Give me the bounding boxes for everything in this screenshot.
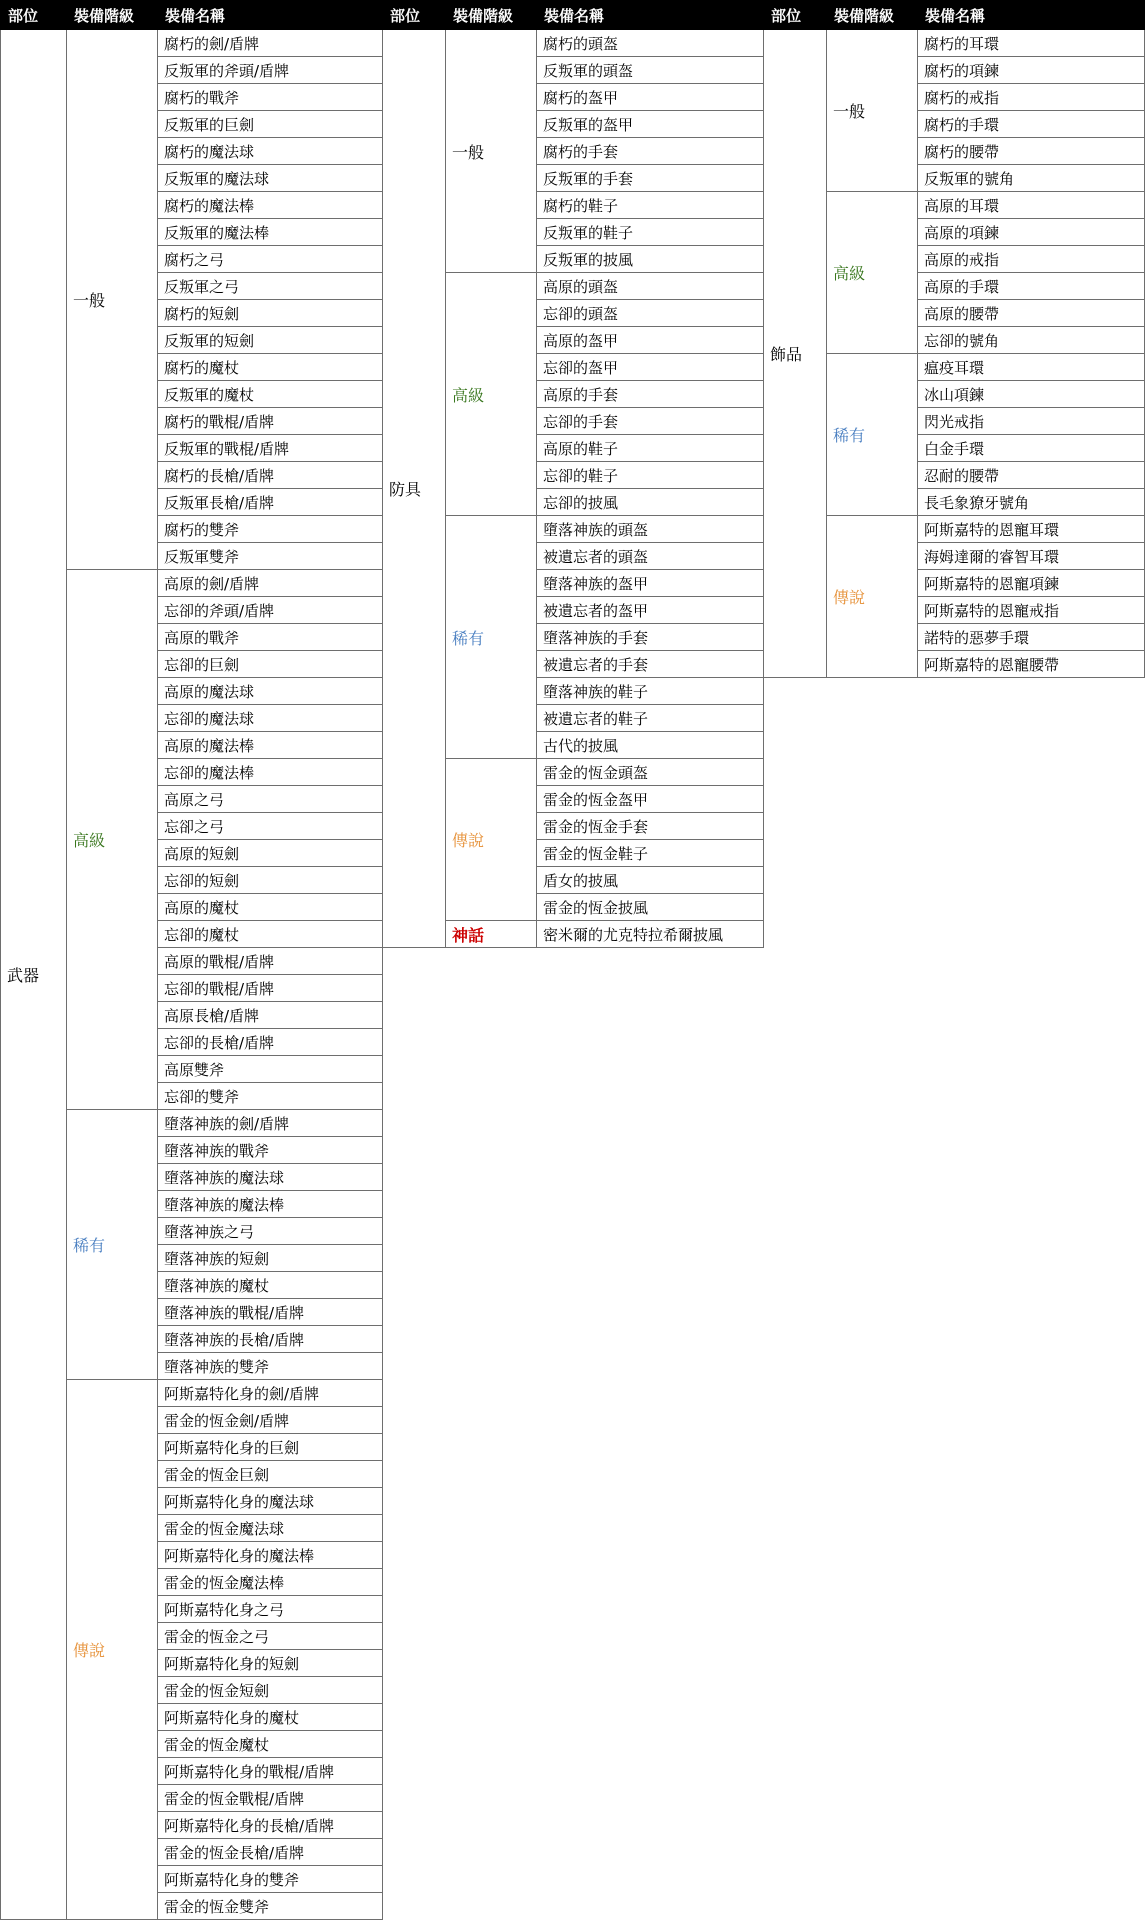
item-name-cell: 盾女的披風 bbox=[537, 867, 764, 894]
item-name-cell: 反叛軍的戰棍/盾牌 bbox=[158, 435, 383, 462]
header-name: 裝備名稱 bbox=[537, 1, 764, 30]
item-name-cell: 反叛軍的鞋子 bbox=[537, 219, 764, 246]
item-name-cell: 阿斯嘉特的恩寵腰帶 bbox=[918, 651, 1145, 678]
item-name-cell: 阿斯嘉特化身的巨劍 bbox=[158, 1434, 383, 1461]
item-name-cell: 反叛軍的號角 bbox=[918, 165, 1145, 192]
part-cell: 武器 bbox=[1, 30, 67, 1920]
item-name-cell: 腐朽的手環 bbox=[918, 111, 1145, 138]
item-name-cell: 反叛軍的斧頭/盾牌 bbox=[158, 57, 383, 84]
item-name-cell: 反叛軍的魔法棒 bbox=[158, 219, 383, 246]
item-name-cell: 雷金的恆金頭盔 bbox=[537, 759, 764, 786]
tier-cell: 一般 bbox=[827, 30, 918, 192]
item-name-cell: 高原的劍/盾牌 bbox=[158, 570, 383, 597]
item-name-cell: 反叛軍之弓 bbox=[158, 273, 383, 300]
item-name-cell: 墮落神族的戰斧 bbox=[158, 1137, 383, 1164]
item-name-cell: 腐朽的雙斧 bbox=[158, 516, 383, 543]
item-name-cell: 墮落神族的魔法球 bbox=[158, 1164, 383, 1191]
item-name-cell: 反叛軍的魔法球 bbox=[158, 165, 383, 192]
item-name-cell: 阿斯嘉特化身的魔杖 bbox=[158, 1704, 383, 1731]
item-name-cell: 忘卻的巨劍 bbox=[158, 651, 383, 678]
part-cell: 防具 bbox=[383, 30, 446, 948]
item-name-cell: 雷金的恆金戰棍/盾牌 bbox=[158, 1785, 383, 1812]
header-name: 裝備名稱 bbox=[158, 1, 383, 30]
tier-cell: 高級 bbox=[67, 570, 158, 1110]
table-body bbox=[764, 30, 1145, 678]
item-name-cell: 反叛軍長槍/盾牌 bbox=[158, 489, 383, 516]
item-name-cell: 腐朽的長槍/盾牌 bbox=[158, 462, 383, 489]
item-name-cell: 墮落神族的雙斧 bbox=[158, 1353, 383, 1380]
table-body bbox=[1, 30, 383, 1920]
item-name-cell: 腐朽的戒指 bbox=[918, 84, 1145, 111]
tier-cell: 傳說 bbox=[827, 516, 918, 678]
item-name-cell: 阿斯嘉特化身之弓 bbox=[158, 1596, 383, 1623]
item-name-cell: 忍耐的腰帶 bbox=[918, 462, 1145, 489]
header-name: 裝備名稱 bbox=[918, 1, 1145, 30]
item-name-cell: 忘卻的雙斧 bbox=[158, 1083, 383, 1110]
item-name-cell: 反叛軍的手套 bbox=[537, 165, 764, 192]
header-row bbox=[1, 1, 383, 30]
item-name-cell: 高原的戒指 bbox=[918, 246, 1145, 273]
item-name-cell: 墮落神族的盔甲 bbox=[537, 570, 764, 597]
item-name-cell: 瘟疫耳環 bbox=[918, 354, 1145, 381]
item-name-cell: 海姆達爾的睿智耳環 bbox=[918, 543, 1145, 570]
item-name-cell: 阿斯嘉特化身的魔法棒 bbox=[158, 1542, 383, 1569]
tier-cell: 一般 bbox=[67, 30, 158, 570]
item-name-cell: 腐朽的鞋子 bbox=[537, 192, 764, 219]
item-name-cell: 忘卻的魔法球 bbox=[158, 705, 383, 732]
item-name-cell: 雷金的恆金魔杖 bbox=[158, 1731, 383, 1758]
item-name-cell: 腐朽之弓 bbox=[158, 246, 383, 273]
item-name-cell: 阿斯嘉特化身的雙斧 bbox=[158, 1866, 383, 1893]
item-name-cell: 被遺忘者的鞋子 bbox=[537, 705, 764, 732]
item-name-cell: 閃光戒指 bbox=[918, 408, 1145, 435]
item-name-cell: 被遺忘者的手套 bbox=[537, 651, 764, 678]
item-name-cell: 墮落神族的魔杖 bbox=[158, 1272, 383, 1299]
item-name-cell: 忘卻的斧頭/盾牌 bbox=[158, 597, 383, 624]
item-name-cell: 雷金的恆金魔法棒 bbox=[158, 1569, 383, 1596]
header-tier: 裝備階級 bbox=[446, 1, 537, 30]
item-name-cell: 被遺忘者的頭盔 bbox=[537, 543, 764, 570]
item-name-cell: 墮落神族的劍/盾牌 bbox=[158, 1110, 383, 1137]
item-name-cell: 忘卻的號角 bbox=[918, 327, 1145, 354]
item-name-cell: 阿斯嘉特的恩寵項鍊 bbox=[918, 570, 1145, 597]
item-name-cell: 阿斯嘉特化身的短劍 bbox=[158, 1650, 383, 1677]
header-row bbox=[383, 1, 764, 30]
table-body bbox=[383, 30, 764, 948]
item-name-cell: 腐朽的戰斧 bbox=[158, 84, 383, 111]
item-name-cell: 腐朽的魔杖 bbox=[158, 354, 383, 381]
item-name-cell: 腐朽的頭盔 bbox=[537, 30, 764, 57]
item-name-cell: 阿斯嘉特化身的劍/盾牌 bbox=[158, 1380, 383, 1407]
item-name-cell: 忘卻的盔甲 bbox=[537, 354, 764, 381]
table-row bbox=[383, 30, 764, 57]
item-name-cell: 雷金的恆金長槍/盾牌 bbox=[158, 1839, 383, 1866]
item-name-cell: 諾特的惡夢手環 bbox=[918, 624, 1145, 651]
armor-table bbox=[382, 0, 764, 948]
item-name-cell: 忘卻的鞋子 bbox=[537, 462, 764, 489]
header-part: 部位 bbox=[764, 1, 827, 30]
item-name-cell: 腐朽的魔法棒 bbox=[158, 192, 383, 219]
tier-cell: 傳說 bbox=[67, 1380, 158, 1920]
item-name-cell: 高原的魔法球 bbox=[158, 678, 383, 705]
tier-cell: 一般 bbox=[446, 30, 537, 273]
item-name-cell: 腐朽的腰帶 bbox=[918, 138, 1145, 165]
item-name-cell: 高原的手環 bbox=[918, 273, 1145, 300]
header-part: 部位 bbox=[1, 1, 67, 30]
item-name-cell: 腐朽的盔甲 bbox=[537, 84, 764, 111]
item-name-cell: 腐朽的短劍 bbox=[158, 300, 383, 327]
item-name-cell: 雷金的恆金雙斧 bbox=[158, 1893, 383, 1920]
item-name-cell: 腐朽的魔法球 bbox=[158, 138, 383, 165]
item-name-cell: 高原雙斧 bbox=[158, 1056, 383, 1083]
item-name-cell: 墮落神族的鞋子 bbox=[537, 678, 764, 705]
item-name-cell: 古代的披風 bbox=[537, 732, 764, 759]
item-name-cell: 高原的短劍 bbox=[158, 840, 383, 867]
weapon-table bbox=[0, 0, 383, 1920]
item-name-cell: 忘卻的短劍 bbox=[158, 867, 383, 894]
item-name-cell: 高原長槍/盾牌 bbox=[158, 1002, 383, 1029]
tier-cell: 神話 bbox=[446, 921, 537, 948]
item-name-cell: 被遺忘者的盔甲 bbox=[537, 597, 764, 624]
item-name-cell: 高原的戰棍/盾牌 bbox=[158, 948, 383, 975]
table-row bbox=[1, 30, 383, 57]
part-cell: 飾品 bbox=[764, 30, 827, 678]
item-name-cell: 反叛軍的魔杖 bbox=[158, 381, 383, 408]
item-name-cell: 反叛軍的短劍 bbox=[158, 327, 383, 354]
item-name-cell: 雷金的恆金披風 bbox=[537, 894, 764, 921]
accessory-table bbox=[763, 0, 1145, 678]
item-name-cell: 高原的魔法棒 bbox=[158, 732, 383, 759]
item-name-cell: 雷金的恆金魔法球 bbox=[158, 1515, 383, 1542]
item-name-cell: 阿斯嘉特的恩寵戒指 bbox=[918, 597, 1145, 624]
item-name-cell: 高原之弓 bbox=[158, 786, 383, 813]
header-part: 部位 bbox=[383, 1, 446, 30]
item-name-cell: 反叛軍的巨劍 bbox=[158, 111, 383, 138]
item-name-cell: 雷金的恆金盔甲 bbox=[537, 786, 764, 813]
item-name-cell: 長毛象獠牙號角 bbox=[918, 489, 1145, 516]
item-name-cell: 反叛軍的頭盔 bbox=[537, 57, 764, 84]
item-name-cell: 高原的盔甲 bbox=[537, 327, 764, 354]
item-name-cell: 高原的項鍊 bbox=[918, 219, 1145, 246]
item-name-cell: 忘卻的魔杖 bbox=[158, 921, 383, 948]
item-name-cell: 高原的戰斧 bbox=[158, 624, 383, 651]
tier-cell: 高級 bbox=[446, 273, 537, 516]
item-name-cell: 雷金的恆金巨劍 bbox=[158, 1461, 383, 1488]
item-name-cell: 忘卻的披風 bbox=[537, 489, 764, 516]
item-name-cell: 冰山項鍊 bbox=[918, 381, 1145, 408]
item-name-cell: 腐朽的項鍊 bbox=[918, 57, 1145, 84]
tier-cell: 傳說 bbox=[446, 759, 537, 921]
item-name-cell: 墮落神族的長槍/盾牌 bbox=[158, 1326, 383, 1353]
header-row bbox=[764, 1, 1145, 30]
item-name-cell: 阿斯嘉特的恩寵耳環 bbox=[918, 516, 1145, 543]
item-name-cell: 雷金的恆金手套 bbox=[537, 813, 764, 840]
item-name-cell: 墮落神族的頭盔 bbox=[537, 516, 764, 543]
tier-cell: 高級 bbox=[827, 192, 918, 354]
item-name-cell: 墮落神族的短劍 bbox=[158, 1245, 383, 1272]
item-name-cell: 腐朽的劍/盾牌 bbox=[158, 30, 383, 57]
item-name-cell: 忘卻的長槍/盾牌 bbox=[158, 1029, 383, 1056]
tier-cell: 稀有 bbox=[446, 516, 537, 759]
item-name-cell: 腐朽的手套 bbox=[537, 138, 764, 165]
item-name-cell: 雷金的恆金短劍 bbox=[158, 1677, 383, 1704]
header-tier: 裝備階級 bbox=[827, 1, 918, 30]
tier-cell: 稀有 bbox=[67, 1110, 158, 1380]
item-name-cell: 墮落神族的魔法棒 bbox=[158, 1191, 383, 1218]
item-name-cell: 墮落神族的戰棍/盾牌 bbox=[158, 1299, 383, 1326]
item-name-cell: 阿斯嘉特化身的魔法球 bbox=[158, 1488, 383, 1515]
item-name-cell: 高原的頭盔 bbox=[537, 273, 764, 300]
item-name-cell: 反叛軍的盔甲 bbox=[537, 111, 764, 138]
item-name-cell: 高原的鞋子 bbox=[537, 435, 764, 462]
item-name-cell: 忘卻的頭盔 bbox=[537, 300, 764, 327]
item-name-cell: 反叛軍雙斧 bbox=[158, 543, 383, 570]
item-name-cell: 白金手環 bbox=[918, 435, 1145, 462]
tier-cell: 稀有 bbox=[827, 354, 918, 516]
item-name-cell: 阿斯嘉特化身的長槍/盾牌 bbox=[158, 1812, 383, 1839]
item-name-cell: 墮落神族的手套 bbox=[537, 624, 764, 651]
header-tier: 裝備階級 bbox=[67, 1, 158, 30]
item-name-cell: 墮落神族之弓 bbox=[158, 1218, 383, 1245]
item-name-cell: 忘卻的戰棍/盾牌 bbox=[158, 975, 383, 1002]
item-name-cell: 反叛軍的披風 bbox=[537, 246, 764, 273]
item-name-cell: 雷金的恆金劍/盾牌 bbox=[158, 1407, 383, 1434]
item-name-cell: 密米爾的尤克特拉希爾披風 bbox=[537, 921, 764, 948]
table-row bbox=[764, 30, 1145, 57]
item-name-cell: 高原的魔杖 bbox=[158, 894, 383, 921]
item-name-cell: 阿斯嘉特化身的戰棍/盾牌 bbox=[158, 1758, 383, 1785]
item-name-cell: 腐朽的戰棍/盾牌 bbox=[158, 408, 383, 435]
item-name-cell: 高原的手套 bbox=[537, 381, 764, 408]
item-name-cell: 高原的耳環 bbox=[918, 192, 1145, 219]
item-name-cell: 忘卻的手套 bbox=[537, 408, 764, 435]
item-name-cell: 忘卻之弓 bbox=[158, 813, 383, 840]
item-name-cell: 雷金的恆金鞋子 bbox=[537, 840, 764, 867]
item-name-cell: 雷金的恆金之弓 bbox=[158, 1623, 383, 1650]
item-name-cell: 高原的腰帶 bbox=[918, 300, 1145, 327]
item-name-cell: 腐朽的耳環 bbox=[918, 30, 1145, 57]
item-name-cell: 忘卻的魔法棒 bbox=[158, 759, 383, 786]
